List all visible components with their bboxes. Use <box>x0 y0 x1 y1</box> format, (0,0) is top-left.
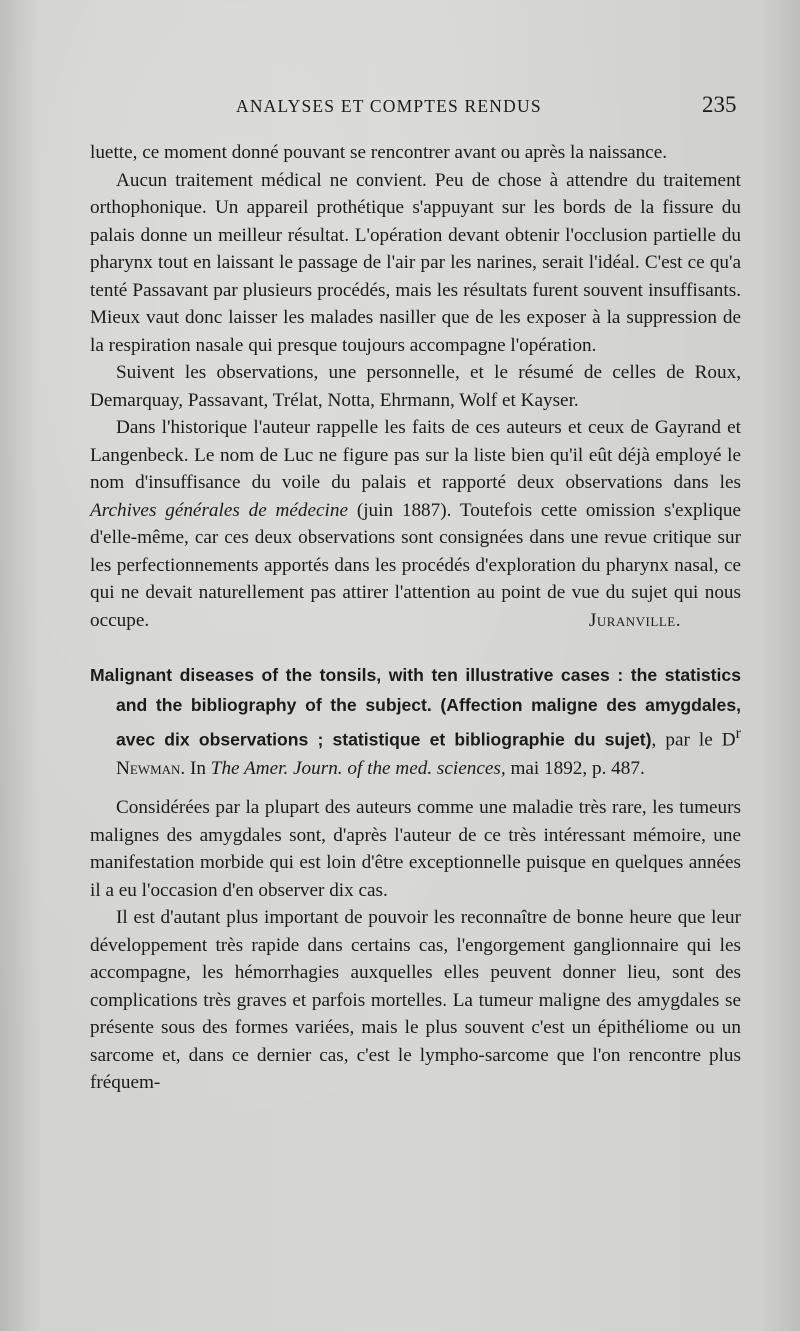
review2-title-in: . In <box>180 757 206 779</box>
review1-paragraph-4-text-a: Dans l'historique l'auteur rappelle les faits de ces auteurs et ceux de Gayrand et Langenbeck. Le nom de Luc ne figure pas sur la liste bien qu'il eût déjà employé le nom d'insuffisance du voile du palais et rapporté deux observations dans les <box>90 417 741 493</box>
review1-paragraph-1: luette, ce moment donné pouvant se rencontrer avant ou après la naissance. <box>90 142 668 163</box>
review2-title-bold: Malignant diseases of the tonsils, with ten illustrative cases : the statistics and the bibliography of the subject. (Affection maligne des amygdales, avec dix observations ; statistique et bibliographie du sujet) <box>90 665 741 750</box>
review1-paragraph-3: Suivent les observations, une personnelle, et le résumé de celles de Roux, Demarquay, Passavant, Trélat, Notta, Ehrmann, Wolf et Kayser. <box>90 362 741 411</box>
review2-paragraph-2: Il est d'autant plus important de pouvoir les reconnaître de bonne heure que leur développement très rapide dans certains cas, l'engorgement ganglionnaire qui les accompagne, les hémorrhagies auxquelles elles peuvent donner lieu, sont des complications très graves et parfois mortelles. La tumeur maligne des amygdales se présente sous des formes variées, mais le plus souvent c'est un épithéliome ou un sarcome et, dans ce dernier cas, c'est le lympho-sarcome que l'on rencontre plus fréquem- <box>90 907 741 1094</box>
review2-paragraph-1: Considérées par la plupart des auteurs comme une maladie très rare, les tumeurs malignes des amygdales sont, d'après l'auteur de ce très intéressant mémoire, une manifestation morbide qui est loin d'être exceptionnelle puisque en quelques années il a eu l'occasion d'en observer dix cas. <box>90 797 741 901</box>
review2-title <box>90 661 741 783</box>
page-header <box>0 92 800 126</box>
review2-date: mai 1892, p. 487. <box>510 757 645 779</box>
review2-title-by: , par le D <box>651 729 736 751</box>
running-title: ANALYSES ET COMPTES RENDUS <box>236 96 542 116</box>
review1-paragraph-4 <box>90 414 741 634</box>
review1-paragraph-2: Aucun traitement médical ne convient. Peu de chose à attendre du traitement orthophonique. Un appareil prothétique s'appuyant sur les bords de la fissure du palais donne un meilleur résultat. L'opération devant obtenir l'occlusion partielle du pharynx tout en laissant le passage de l'air par les narines, serait l'idéal. C'est ce qu'a tenté Passavant par plusieurs procédés, mais les résultats furent souvent insuffisants. Mieux vaut donc laisser les malades nasiller que de les exposer à la suppression de la respiration nasale qui presque toujours accompagne l'opération. <box>90 169 741 356</box>
page-body <box>90 139 741 1097</box>
review1-signature: Juranville. <box>588 609 681 631</box>
page-number: 235 <box>702 92 737 117</box>
review2-title-dr-sup: r <box>735 725 741 742</box>
review2-journal: The Amer. Journ. of the med. sciences, <box>210 757 506 779</box>
journal-title-archives: Archives générales de médecine <box>90 499 348 521</box>
review2-author: Newman <box>116 757 181 779</box>
review1-paragraph-4-text-b: (juin 1887). Toutefois cette omission s'explique d'elle-même, car ces deux observations sont consignées dans une revue critique sur les perfectionnements apportés dans les procédés d'exploration du pharynx nasal, ce qui ne devait naturellement pas attirer l'attention au point de vue du sujet qui nous occupe. <box>90 499 742 631</box>
